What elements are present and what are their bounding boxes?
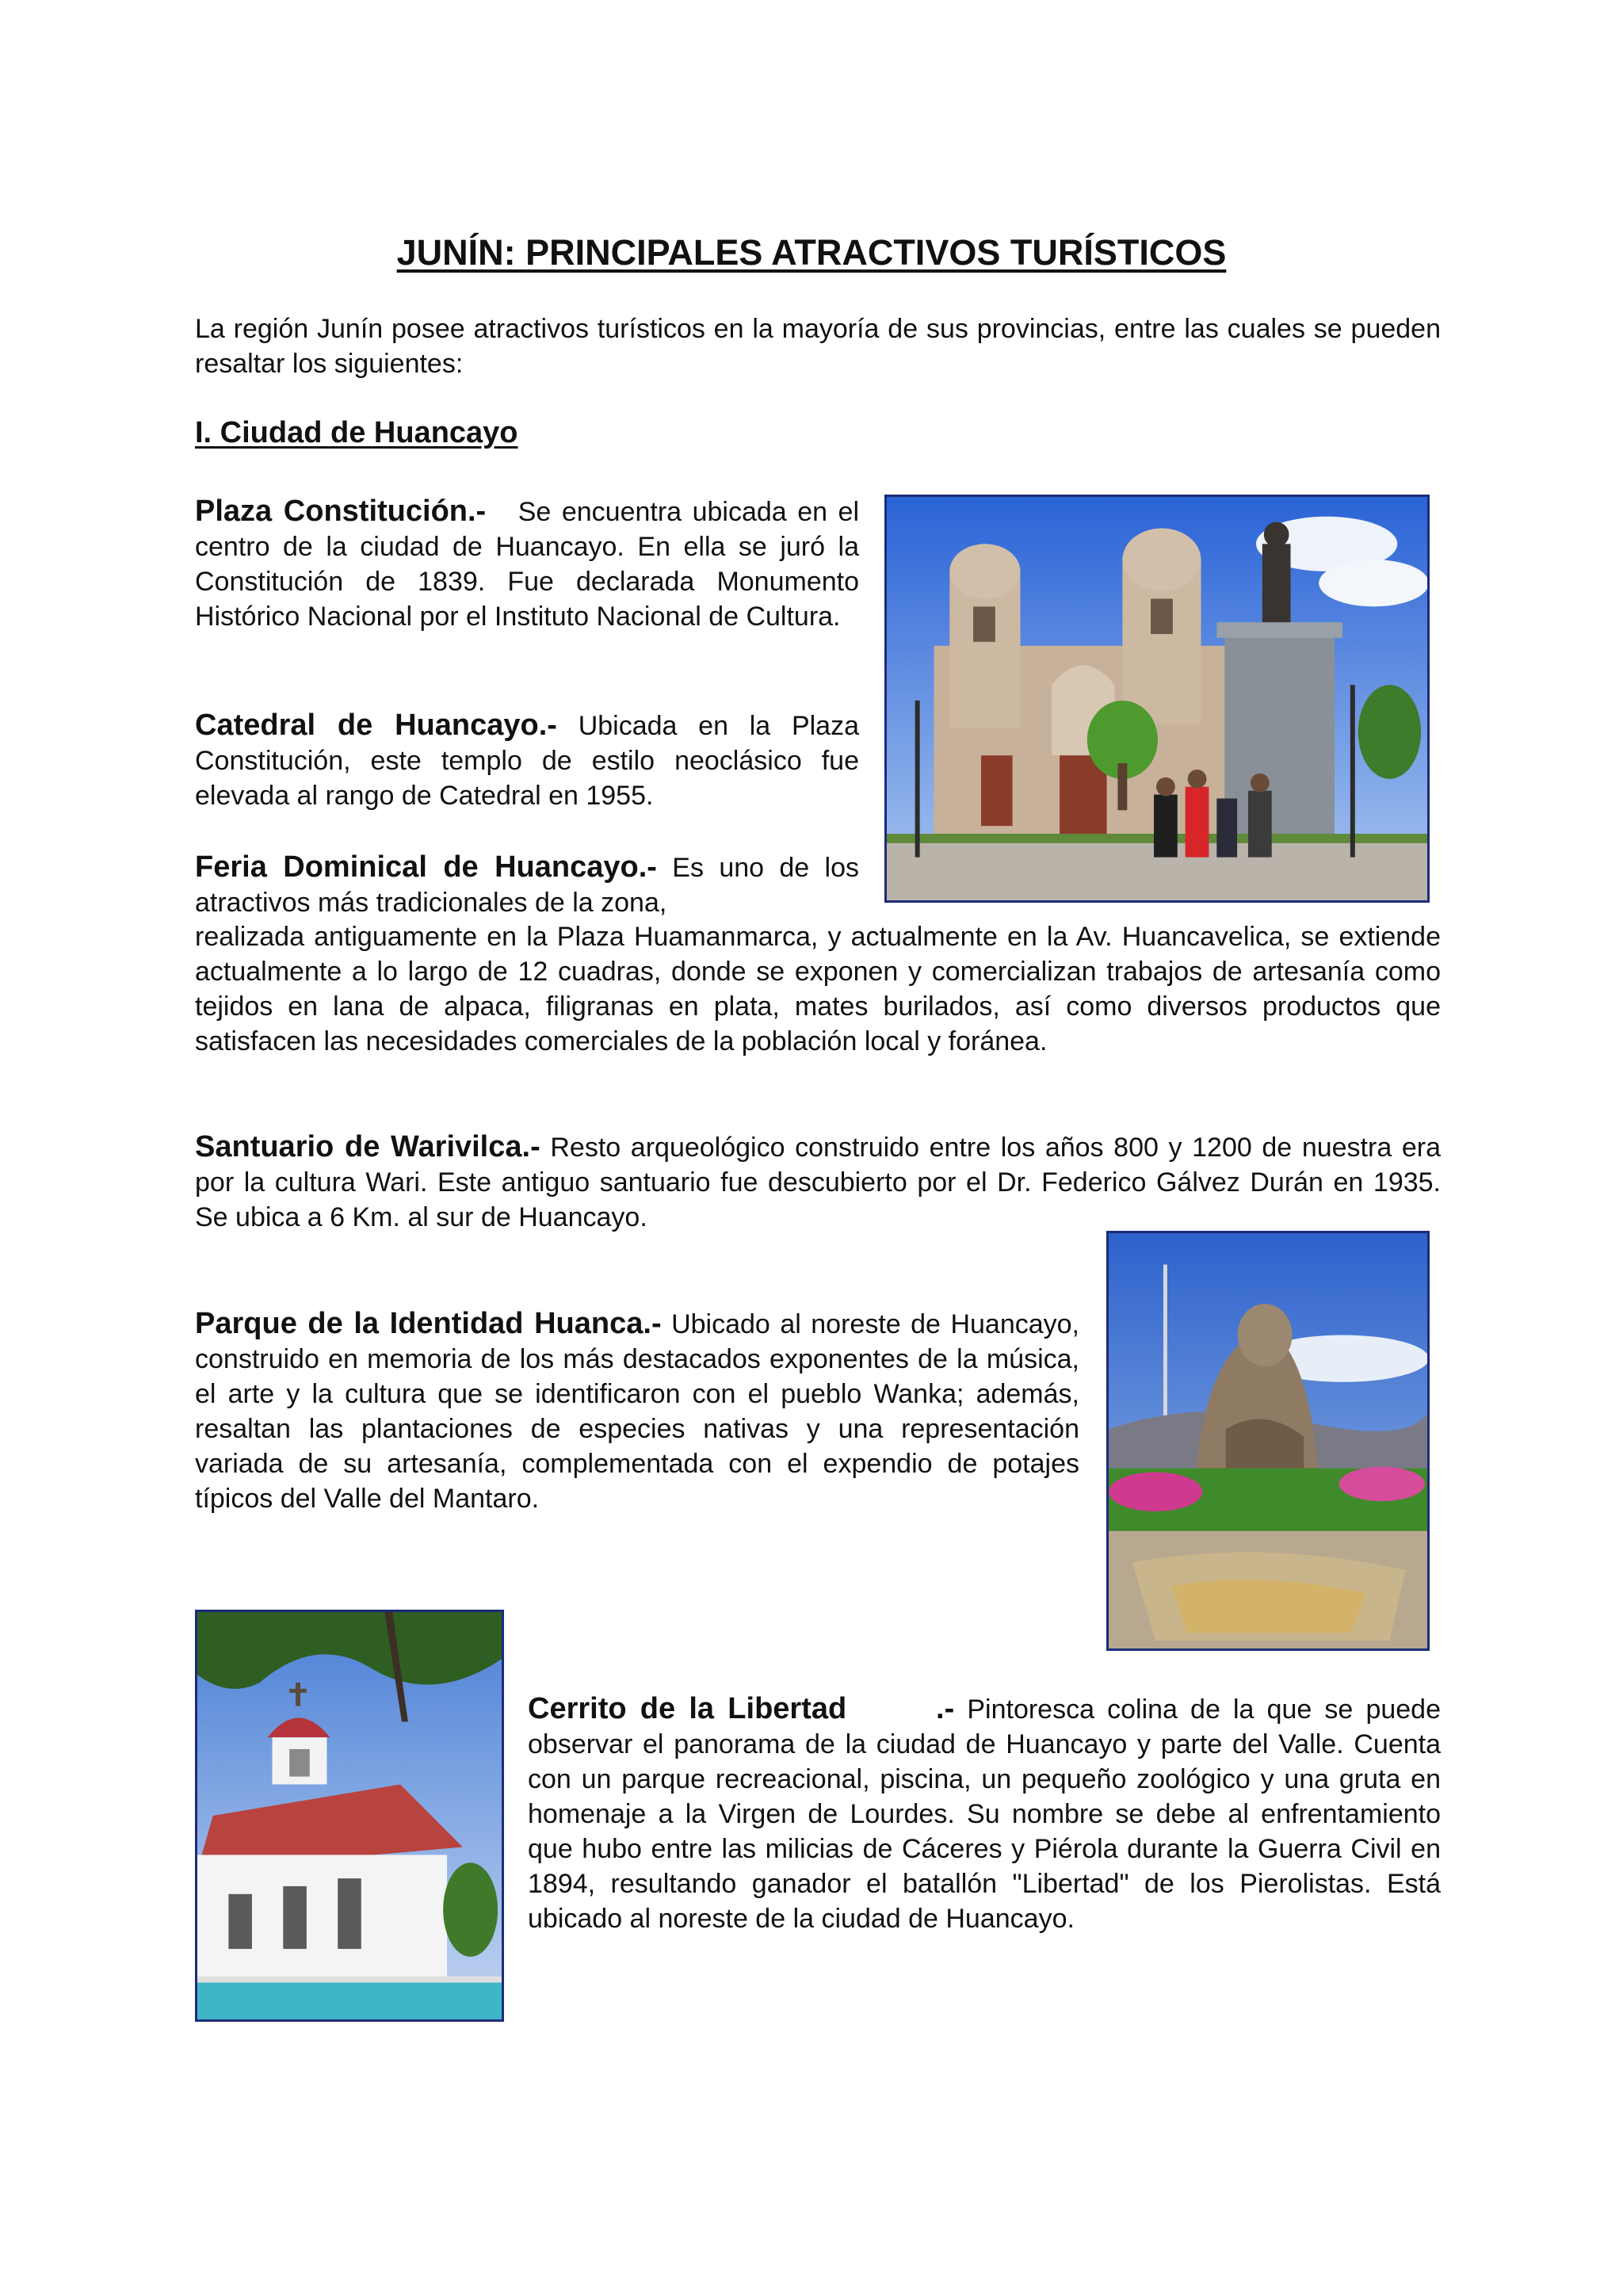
parque-identidad-photo bbox=[1106, 1231, 1430, 1651]
entry-text: Pintoresca colina de la que se puede observar el panorama de la ciudad de Huancayo y parte del Valle. Cuenta con un parque recreacional, piscina, un pequeño zoológico y una gruta en homenaje a la Virgen de Lourdes. Su nombre se debe al enfrentamiento que hubo entre las milicias de Cáceres y Piérola durante la Guerra Civil en 1894, resultando ganador el batallón "Libertad" de los Pierolistas. Está ubicado al noreste de la ciudad de Huancayo. bbox=[528, 1694, 1441, 1934]
entry-punct: .- bbox=[936, 1692, 955, 1725]
section-heading: I. Ciudad de Huancayo bbox=[195, 416, 518, 449]
entry-feria-continued: realizada antiguamente en la Plaza Huamanmarca, y actualmente en la Av. Huancavelica, se extiende actualmente a lo largo de 12 cuadras, donde se exponen y comercializan trabajos de artesanía como tejidos en lana de alpaca, filigranas en plata, mates burilados, así como diversos productos que satisfacen las necesidades comerciales de la población local y foránea. bbox=[195, 922, 1441, 1056]
entry-warivilca bbox=[195, 1129, 1441, 1235]
page-title: JUNÍN: PRINCIPALES ATRACTIVOS TURÍSTICOS bbox=[396, 232, 1227, 273]
entry-name: Santuario de Warivilca.- bbox=[195, 1130, 540, 1163]
entry-text: Ubicado al noreste de Huancayo, construido en memoria de los más destacados exponentes de la música, el arte y la cultura que se identificaron con el pueblo Wanka; además, resaltan las plantaciones de especies nativas y una representación variada de su artesanía, complementada con el expendio de potajes típicos del Valle del Mantaro. bbox=[195, 1309, 1079, 1514]
entry-name: Feria Dominical de Huancayo.- bbox=[195, 850, 657, 884]
entry-name: Catedral de Huancayo.- bbox=[195, 709, 557, 742]
entry-plaza-constitucion bbox=[195, 494, 859, 634]
cerrito-libertad-photo bbox=[195, 1610, 504, 2022]
entry-name: Plaza Constitución.- bbox=[195, 495, 487, 528]
entry-feria-first-lines bbox=[195, 850, 859, 920]
entry-text: Se encuentra ubicada en el centro de la ciudad de Huancayo. En ella se juró la Constitución de 1839. Fue declarada Monumento Histórico Nacional por el Instituto Nacional de Cultura. bbox=[195, 497, 859, 632]
entry-cerrito-libertad bbox=[528, 1691, 1441, 1936]
entry-text: Ubicada en la Plaza Constitución, este templo de estilo neoclásico fue elevada al rango de Catedral en 1955. bbox=[195, 711, 859, 811]
entry-text: Es uno de los atractivos más tradicionales de la zona, bbox=[195, 853, 860, 918]
entry-name: Parque de la Identidad Huanca.- bbox=[195, 1307, 662, 1340]
entry-catedral bbox=[195, 708, 859, 813]
cathedral-photo bbox=[884, 495, 1430, 903]
entry-text: Resto arqueológico construido entre los años 800 y 1200 de nuestra era por la cultura Wari. Este antiguo santuario fue descubierto por el Dr. Federico Gálvez Durán en 1935. Se ubica a 6 Km. al sur de Huancayo. bbox=[195, 1133, 1442, 1232]
entry-parque-identidad bbox=[195, 1306, 1079, 1516]
intro-paragraph: La región Junín posee atractivos turísticos en la mayoría de sus provincias, entre las cuales se pueden resaltar los siguientes: bbox=[195, 314, 1441, 379]
entry-name: Cerrito de la Libertad bbox=[528, 1692, 847, 1725]
